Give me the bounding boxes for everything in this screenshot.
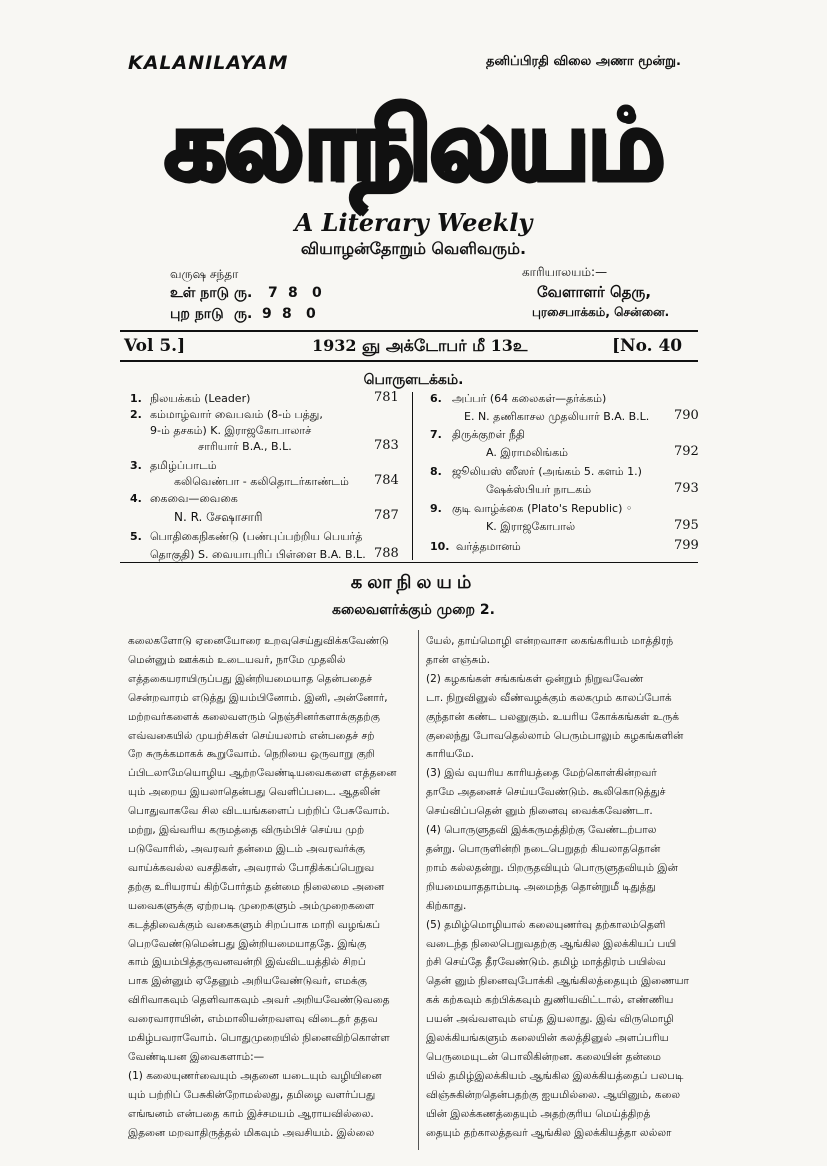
article-line: மென்னும் ஊக்கம் உடையவர், நாமே முதலில் [128,653,346,666]
article-line: செய்விப்பதென் னும் நினைவு வைக்கவேண்டா. [426,805,653,818]
entry-author: ஷேக்ஸ்பியர் நாடகம் [486,483,592,496]
article-title: கலைவளர்க்கும் முறை 2. [332,602,495,618]
article-line: யவைகளுக்கு ஏற்றபடி முறைகளும் அம்முறைகளை [128,899,375,912]
subscription-title: வருஷ சந்தா [170,267,239,281]
subscription-label: உள் நாடு [170,285,230,301]
entry-page: 787 [374,508,399,523]
article-line: எங்ஙனம் என்பதை காம் இச்சமயம் ஆராயவில்லை. [128,1107,374,1120]
subscription-rupees: 9 [262,306,272,322]
subscription-pies: 0 [312,285,322,301]
issue-number: [No. 40 [612,336,683,356]
issue-rule-bottom [120,360,698,362]
article-line: பெறவேண்டுமென்பது இன்றியமையாததே. இங்கு [128,937,367,950]
issue-rule-top [120,330,698,332]
article-line: சென்றவாரம் எடுத்து இயம்பினோம். இனி, அன்னோர், [128,691,388,704]
article-line: யும் அறைய இயலாதென்பது வெளிப்படை. ஆதலின் [128,786,381,799]
article-line: குந்தான் கண்ட பலனுகும். உயரிய கோக்கங்கள் உருக் [426,710,679,723]
subscription-row-foreign [170,306,316,324]
article-line: எத்தகையராயிருப்பது இன்றியமையாத தென்பதைச் [128,672,373,685]
entry-number: 6. [430,392,442,405]
article-line: பயன் அவ்வளவும் எய்த இயலாது. இவ் விருமொழி [426,1013,674,1026]
article-line: கலைகளோடு ஏனையோரை உறவுசெய்துவிக்கவேண்டு [128,635,389,647]
article-line: கடத்திவைக்கும் வகைகளும் சிறப்பாக மாறி வழங்கப் [128,918,381,931]
article-line: (5) தமிழ்மொழியால் கலையுணர்வு தற்காலம்தெளி [426,918,666,931]
article-line: வடைந்த நிலைபெறுவதற்கு ஆங்கில இலக்கியப் பயி [426,937,677,950]
volume-number: Vol 5.] [124,336,186,356]
entry-number: 5. [130,530,142,543]
article-line: தான் எஞ்சும். [426,653,490,666]
article-line: றே சுருக்கமாகக் கூறுவோம். நெறியை ஒருவாறு குறி [128,748,375,761]
article-line: தென் னும் நினைவுபோக்கி ஆங்கிலத்தையும் இணையா [426,975,689,988]
article-line: பாக இன்னும் ஏதேனும் அறியவேண்டுவர், எமக்கு [128,975,367,988]
article-line: இலக்கியங்களும் கலையின் கலத்தினுல் அளப்பரிய [426,1032,669,1045]
contents-rule [120,562,698,563]
article-line: விஞ்சுகின்றதென்பதற்கு ஐயமில்லை. ஆயினும், கலை [426,1088,681,1101]
masthead-tagline: வியாழன்தோறும் வெளிவரும். [300,239,527,258]
article-line: வரைவாராயின், எம்மாலியன்றவளவு விடைதர் ததவ [128,1013,378,1026]
article-line: தாமே அதனைச் செய்யவேண்டும். கூலிகொடுத்துச் [426,786,666,799]
article-line: யில் தமிழ்இலக்கியம் ஆங்கில இலக்கியத்தைப் பலபடி [426,1069,684,1082]
entry-author: தொகுதி) S. வையாபுரிப் பிள்ளை B.A. B.L. [150,548,366,561]
masthead-subtitle: A Literary Weekly [294,208,533,237]
entry-author: N. R. சேஷாசாரி [174,510,263,524]
entry-author: கலிவெண்பா - கலிதொடர்காண்டம் [174,475,349,488]
subscription-pies: 0 [306,306,316,322]
article-line: எவ்வகையில் முயற்சிகள் செய்யலாம் என்பதைச் சற் [128,729,375,742]
entry-author: சாரியார் B.A., B.L. [198,440,292,453]
article-line: படுவோரில், அவரவர் தன்மை இடம் அவரவர்க்கு [128,842,365,855]
entry-page: 783 [374,438,399,453]
subscription-currency: ரு. [234,306,253,322]
entry-title: அப்பர் (64 கலைகள்—தர்க்கம்) [452,392,607,405]
article-line: கிற்காது. [426,899,467,912]
entry-title: நிலயக்கம் (Leader) [150,392,251,405]
article-line: தன்று. பொருளின்றி நடைபெறுதற் கியலாததொன் [426,842,661,855]
article-line: பெருமையுடன் பொலிகின்றன. கலையின் தன்மை [426,1050,662,1063]
masthead-title: கலாநிலயம் [164,89,663,201]
entry-title: ஜூலியஸ் ஸீஸர் (அங்கம் 5. களம் 1.) [452,465,642,478]
article-line: விரிவாகவும் தெளிவாகவும் அவர் அறியவேண்டுவதை [128,994,390,1007]
article-column-right [426,632,706,1142]
entry-number: 9. [430,502,442,515]
article-line: ப்பிடலாமேயொழிய ஆற்றவேண்டியவைகளை எத்தனை [128,767,397,780]
contents-divider [412,392,413,560]
section-title: கலாநிலயம் [350,572,477,593]
entry-page: 781 [374,390,399,405]
article-line: மகிழ்பவராவோம். பொதுமுறையில் நினைவிற்கொள்ள [128,1032,390,1045]
entry-page: 792 [674,444,699,459]
article-line: தற்கு உரியராய் கிற்போர்தம் தன்மை நிலைமை அனை [128,880,385,893]
entry-title: குடி வாழ்க்கை (Plato's Republic) ◦ [452,502,633,515]
article-line: மற்றவர்களைக் கலைவளரும் நெஞ்சினர்களாக்குதற்கு [128,710,380,723]
article-line: (4) பொருளுதவி இக்கருமத்திற்கு வேண்டற்பால [426,824,657,837]
subscription-currency: ரு. [234,285,253,301]
column-divider [418,630,419,1150]
article-line: இதனை மறவாதிருத்தல் மிகவும் அவசியம். இல்லை [128,1126,375,1139]
subscription-row-inland [170,285,322,303]
entry-number: 1. [130,392,142,405]
contents-right-column [430,392,702,562]
article-column-left [128,632,412,1142]
entry-author: K. இராஜகோபால் [486,520,576,533]
office-label: காரியாலயம்:— [522,265,608,279]
brand-name: KALANILAYAM [128,52,289,74]
article-line: யேல், தாய்மொழி என்றவாசா கைங்கரியம் மாத்திரந் [426,635,674,647]
entry-title: வர்த்தமானம் [456,540,521,553]
article-line: காரியமே. [426,748,475,761]
entry-title: கம்மாழ்வார் வைபவம் (8-ம் பத்து, [150,408,323,421]
entry-author: A. இராமலிங்கம் [486,446,569,459]
entry-number: 4. [130,492,142,505]
article-line: டா. நிறுவினுல் வீண்வழக்கும் கலகமும் காலப்போக் [426,691,672,704]
article-line: மற்று, இவ்வரிய கருமத்தை விரும்பிச் செய்ய முற் [128,824,365,837]
entry-page: 793 [674,481,699,496]
subscription-annas: 8 [282,306,292,322]
contents-left-column [130,392,400,562]
article-line: யின் இலக்கணத்தையும் அதற்குரிய மெய்த்திறத் [426,1107,651,1120]
entry-title: தமிழ்ப்பாடம் [150,459,217,472]
entry-page: 790 [674,408,699,423]
entry-title: 9-ம் தசகம்) K. இராஜகோபாலாச் [150,424,312,437]
article-line: தையும் தற்காலத்தவர் ஆங்கில இலக்கியத்தா லல்லா [426,1126,672,1139]
entry-author: E. N. தணிகாசல முதலியார் B.A. B.L. [464,410,650,423]
entry-page: 799 [674,538,699,553]
single-copy-price: தனிப்பிரதி விலை அணா மூன்று. [486,54,681,69]
entry-page: 788 [374,546,399,561]
article-line: (1) கலையுணர்வையும் அதனை யடையும் வழியினை [128,1069,382,1082]
entry-number: 10. [430,540,450,553]
entry-title: பொதிகைநிகண்டு (பண்புப்பற்றிய பெயர்த் [150,530,363,543]
article-line: றாம் கல்லதன்று. பிறருதவியும் பொருளுதவியும் இன் [426,861,678,874]
article-line: ற்சி செய்தே தீரவேண்டும். தமிழ் மாத்திரம் பயில்வ [426,956,666,969]
subscription-annas: 8 [288,285,298,301]
entry-number: 3. [130,459,142,472]
entry-number: 2. [130,408,142,421]
entry-page: 795 [674,518,699,533]
entry-number: 8. [430,465,442,478]
entry-number: 7. [430,428,442,441]
contents-title: பொருளடக்கம். [363,372,464,388]
article-line: குலைந்து போவதெல்லாம் பெரும்பாலும் கழகங்களின் [426,729,684,742]
entry-title: திருக்குறள் நீதி [452,428,525,441]
office-locality: புரசைபாக்கம், சென்னை. [532,305,670,319]
entry-title: கைவை—வைகை [150,492,238,505]
article-line: (2) கழகங்கள் சங்கங்கள் ஒன்றும் நிறுவவேண் [426,672,644,685]
subscription-label: புற நாடு [170,306,224,322]
subscription-rupees: 7 [268,285,278,301]
article-line: பொதுவாகவே சில விடயங்களைப் பற்றிப் பேசுவோம். [128,805,390,818]
article-line: (3) இவ் வுயரிய காரியத்தை மேற்கொள்கின்றவர் [426,767,657,780]
article-line: வேண்டியன இவைகளாம்:— [128,1050,265,1063]
article-line: யும் பற்றிப் பேசுகின்றோமல்லது, தமிழை வளர்ப்பது [128,1088,376,1101]
article-line: காம் இயம்பித்தருவனவன்றி இவ்விடயத்தில் சிறப் [128,956,366,969]
article-line: கக் கற்கவும் கற்பிக்கவும் துணியவிட்டால், எண்ணிய [426,994,674,1007]
article-line: றியமையாததாம்படி அமைந்த தொன்றுமீ டிதுத்து [426,880,656,893]
office-street: வேளாளர் தெரு, [537,283,652,301]
entry-page: 784 [374,473,399,488]
article-line: வாய்க்கவல்ல வசதிகள், அவரால் போதிக்கப்பெறுவ [128,861,375,874]
issue-date: 1932 ஞு அக்டோபர் மீ 13உ [312,336,528,355]
